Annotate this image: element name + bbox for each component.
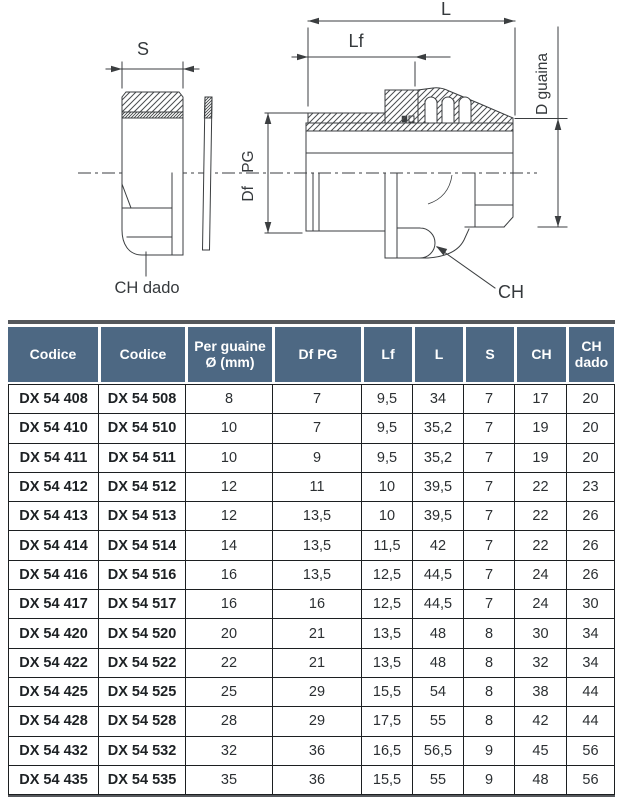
value-cell: 22 <box>186 649 273 678</box>
value-cell: 25 <box>186 678 273 707</box>
value-cell: 7 <box>464 444 515 473</box>
value-cell: 7 <box>273 414 362 443</box>
value-cell: 48 <box>413 649 464 678</box>
value-cell: 21 <box>273 619 362 648</box>
column-header-8: CH dado <box>566 327 614 382</box>
value-cell: 12 <box>186 502 273 531</box>
value-cell: 9 <box>464 766 515 795</box>
value-cell: 42 <box>515 707 567 736</box>
value-cell: 35,2 <box>413 444 464 473</box>
value-cell: 28 <box>186 707 273 736</box>
value-cell: 13,5 <box>273 531 362 560</box>
value-cell: 56 <box>567 737 615 766</box>
code-cell: DX 54 420 <box>9 619 99 648</box>
code-cell: DX 54 408 <box>9 385 99 414</box>
value-cell: 20 <box>567 385 615 414</box>
value-cell: 8 <box>464 707 515 736</box>
value-cell: 20 <box>186 619 273 648</box>
value-cell: 24 <box>515 561 567 590</box>
value-cell: 29 <box>273 678 362 707</box>
value-cell: 17 <box>515 385 567 414</box>
value-cell: 9 <box>273 444 362 473</box>
code-cell: DX 54 525 <box>99 678 186 707</box>
value-cell: 35,2 <box>413 414 464 443</box>
value-cell: 35 <box>186 766 273 795</box>
value-cell: 19 <box>515 414 567 443</box>
value-cell: 10 <box>362 502 413 531</box>
code-cell: DX 54 513 <box>99 502 186 531</box>
value-cell: 10 <box>186 444 273 473</box>
value-cell: 36 <box>273 766 362 795</box>
code-cell: DX 54 512 <box>99 473 186 502</box>
value-cell: 13,5 <box>362 649 413 678</box>
value-cell: 36 <box>273 737 362 766</box>
value-cell: 16 <box>186 590 273 619</box>
value-cell: 48 <box>413 619 464 648</box>
locknut-side-view <box>106 39 212 297</box>
value-cell: 22 <box>515 531 567 560</box>
value-cell: 7 <box>273 385 362 414</box>
value-cell: 55 <box>413 707 464 736</box>
value-cell: 44 <box>567 678 615 707</box>
value-cell: 10 <box>362 473 413 502</box>
code-cell: DX 54 435 <box>9 766 99 795</box>
column-header-1: Codice <box>98 327 185 382</box>
code-cell: DX 54 517 <box>99 590 186 619</box>
value-cell: 7 <box>464 473 515 502</box>
code-cell: DX 54 510 <box>99 414 186 443</box>
column-header-6: S <box>463 327 514 382</box>
code-cell: DX 54 528 <box>99 707 186 736</box>
code-cell: DX 54 520 <box>99 619 186 648</box>
column-header-2: Per guaine Ø (mm) <box>185 327 272 382</box>
value-cell: 45 <box>515 737 567 766</box>
value-cell: 34 <box>567 649 615 678</box>
value-cell: 13,5 <box>362 619 413 648</box>
value-cell: 39,5 <box>413 502 464 531</box>
value-cell: 11,5 <box>362 531 413 560</box>
code-cell: DX 54 413 <box>9 502 99 531</box>
dim-label-s: S <box>136 39 150 59</box>
column-header-3: Df PG <box>272 327 361 382</box>
code-cell: DX 54 412 <box>9 473 99 502</box>
table-body <box>8 384 615 795</box>
value-cell: 7 <box>464 385 515 414</box>
code-cell: DX 54 511 <box>99 444 186 473</box>
value-cell: 30 <box>567 590 615 619</box>
column-header-0: Codice <box>8 327 98 382</box>
value-cell: 22 <box>515 473 567 502</box>
value-cell: 8 <box>464 678 515 707</box>
value-cell: 26 <box>567 531 615 560</box>
value-cell: 44,5 <box>413 590 464 619</box>
value-cell: 26 <box>567 502 615 531</box>
value-cell: 34 <box>413 385 464 414</box>
dim-label-lf: Lf <box>348 31 364 51</box>
value-cell: 8 <box>186 385 273 414</box>
code-cell: DX 54 414 <box>9 531 99 560</box>
code-cell: DX 54 514 <box>99 531 186 560</box>
value-cell: 16 <box>186 561 273 590</box>
value-cell: 38 <box>515 678 567 707</box>
code-cell: DX 54 417 <box>9 590 99 619</box>
value-cell: 13,5 <box>273 561 362 590</box>
value-cell: 12,5 <box>362 590 413 619</box>
dim-label-d-guaina: D guaina <box>534 52 551 116</box>
value-cell: 9,5 <box>362 444 413 473</box>
value-cell: 16,5 <box>362 737 413 766</box>
value-cell: 12,5 <box>362 561 413 590</box>
code-cell: DX 54 416 <box>9 561 99 590</box>
value-cell: 8 <box>464 619 515 648</box>
value-cell: 7 <box>464 414 515 443</box>
column-header-4: Lf <box>361 327 412 382</box>
dim-label-df-pg: Df PG <box>240 150 257 202</box>
value-cell: 7 <box>464 590 515 619</box>
code-cell: DX 54 522 <box>99 649 186 678</box>
code-cell: DX 54 411 <box>9 444 99 473</box>
value-cell: 10 <box>186 414 273 443</box>
code-cell: DX 54 425 <box>9 678 99 707</box>
value-cell: 56,5 <box>413 737 464 766</box>
code-cell: DX 54 428 <box>9 707 99 736</box>
value-cell: 32 <box>515 649 567 678</box>
value-cell: 15,5 <box>362 678 413 707</box>
value-cell: 20 <box>567 444 615 473</box>
value-cell: 11 <box>273 473 362 502</box>
value-cell: 12 <box>186 473 273 502</box>
code-cell: DX 54 432 <box>9 737 99 766</box>
value-cell: 24 <box>515 590 567 619</box>
value-cell: 23 <box>567 473 615 502</box>
value-cell: 48 <box>515 766 567 795</box>
value-cell: 39,5 <box>413 473 464 502</box>
value-cell: 14 <box>186 531 273 560</box>
value-cell: 17,5 <box>362 707 413 736</box>
value-cell: 8 <box>464 649 515 678</box>
value-cell: 9,5 <box>362 414 413 443</box>
gland-section-view <box>240 0 567 302</box>
value-cell: 54 <box>413 678 464 707</box>
value-cell: 7 <box>464 502 515 531</box>
value-cell: 44 <box>567 707 615 736</box>
value-cell: 21 <box>273 649 362 678</box>
value-cell: 9,5 <box>362 385 413 414</box>
table-header-row <box>8 327 615 382</box>
value-cell: 29 <box>273 707 362 736</box>
value-cell: 44,5 <box>413 561 464 590</box>
value-cell: 7 <box>464 561 515 590</box>
value-cell: 9 <box>464 737 515 766</box>
value-cell: 20 <box>567 414 615 443</box>
code-cell: DX 54 516 <box>99 561 186 590</box>
value-cell: 19 <box>515 444 567 473</box>
dim-label-l: L <box>440 0 452 19</box>
column-header-5: L <box>412 327 463 382</box>
column-header-7: CH <box>514 327 566 382</box>
code-cell: DX 54 422 <box>9 649 99 678</box>
dimension-table <box>8 320 615 797</box>
dim-label-ch: CH <box>498 282 524 302</box>
dim-label-ch-dado: CH dado <box>114 279 180 297</box>
code-cell: DX 54 410 <box>9 414 99 443</box>
code-cell: DX 54 508 <box>99 385 186 414</box>
value-cell: 16 <box>273 590 362 619</box>
value-cell: 15,5 <box>362 766 413 795</box>
value-cell: 26 <box>567 561 615 590</box>
clamp-fingers <box>425 97 471 123</box>
value-cell: 22 <box>515 502 567 531</box>
value-cell: 42 <box>413 531 464 560</box>
value-cell: 13,5 <box>273 502 362 531</box>
code-cell: DX 54 532 <box>99 737 186 766</box>
value-cell: 7 <box>464 531 515 560</box>
value-cell: 34 <box>567 619 615 648</box>
code-cell: DX 54 535 <box>99 766 186 795</box>
value-cell: 56 <box>567 766 615 795</box>
value-cell: 32 <box>186 737 273 766</box>
value-cell: 30 <box>515 619 567 648</box>
cable-gland-technical-drawing <box>0 0 623 315</box>
value-cell: 55 <box>413 766 464 795</box>
